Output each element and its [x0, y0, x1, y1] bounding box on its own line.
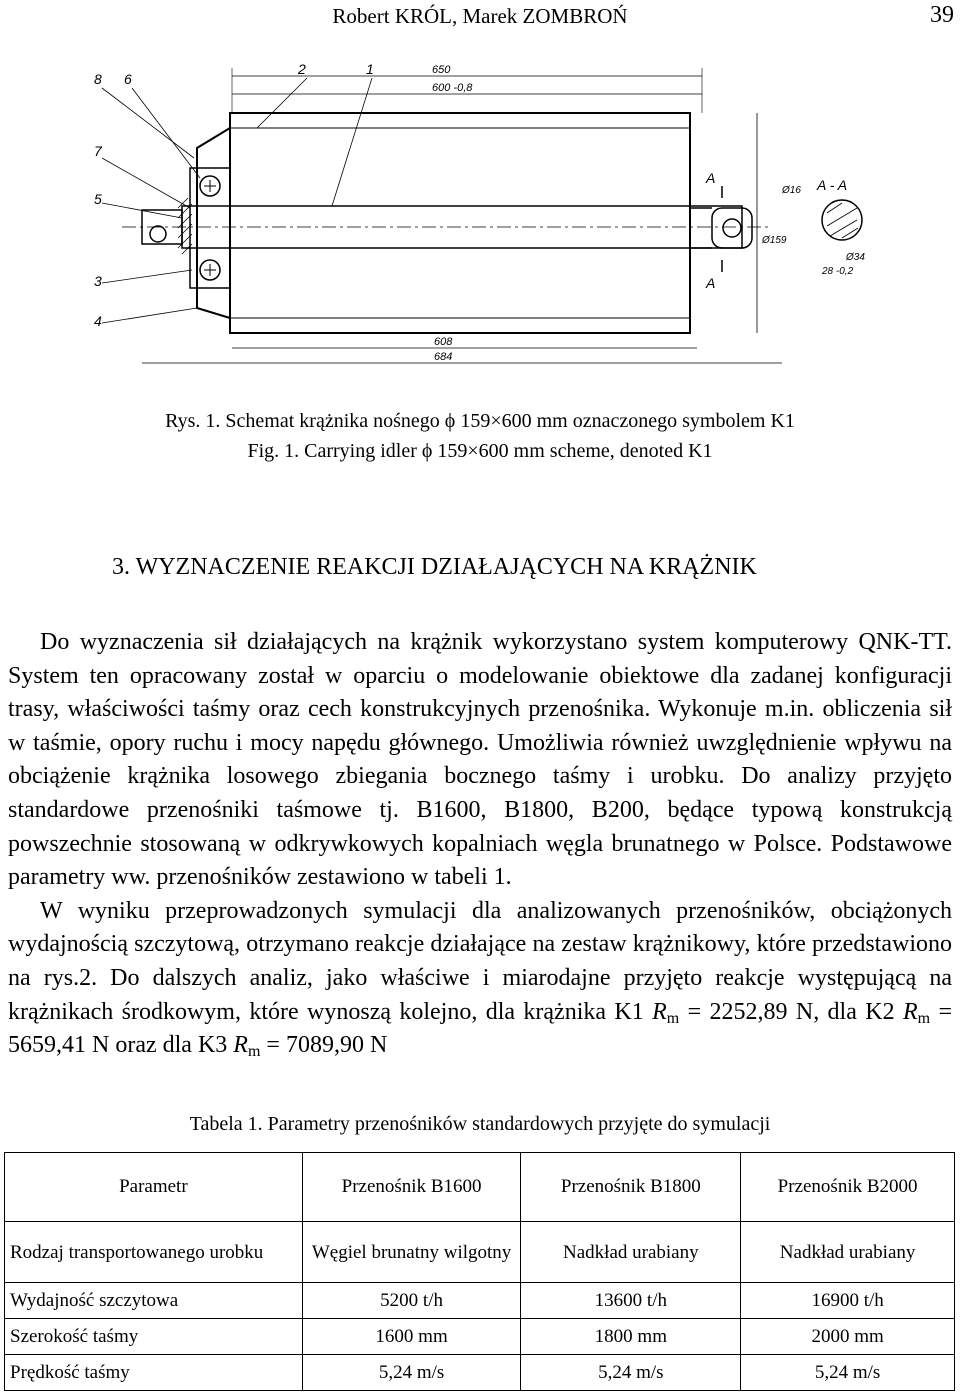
- table-row: [5, 1222, 955, 1283]
- part-label-8: 8: [94, 71, 102, 87]
- value-k1: = 2252,89 N, dla K2: [679, 998, 903, 1025]
- reaction-subscript-k1: m: [666, 1009, 680, 1027]
- table-cell: Szerokość taśmy: [5, 1319, 303, 1355]
- table-row: [5, 1283, 955, 1319]
- body-text: [8, 626, 952, 1063]
- part-label-2: 2: [298, 61, 306, 77]
- table-cell: 5200 t/h: [302, 1283, 521, 1319]
- section-a-a: [822, 200, 862, 240]
- paragraph-2: [8, 895, 952, 1063]
- paragraph-1: Do wyznaczenia sił działających na krążnik wykorzystano system komputerowy QNK-TT. System ten opracowany został w oparciu o modelowanie obiektowe dla zadanej konfiguracji trasy, właściwości taśmy oraz cech konstrukcyjnych przenośnika. Wykonuje m.in. obliczenia sił w taśmie, opory ruchu i mocy napędu głównego. Umożliwia również uwzględnienie wpływu na obciążenie krążnika losowego zbiegania bocznego taśmy i urobku. Do analizy przyjęto standardowe przenośniki taśmowe tj. B1600, B1800, B200, będące typową konstrukcją powszechnie stosowaną w odkrywkowych kopalniach węgla brunatnego w Polsce. Podstawowe parametry ww. przenośników zestawiono w tabeli 1.: [8, 629, 952, 891]
- left-shaft-hole: [150, 226, 166, 242]
- dim-dia16: Ø16: [782, 185, 801, 196]
- table-header-cell: Przenośnik B1600: [302, 1153, 521, 1222]
- section-title-a-a: A - A: [817, 177, 848, 193]
- figure-caption-polish: Rys. 1. Schemat krążnika nośnego ϕ 159×600 mm oznaczonego symbolem K1: [165, 410, 795, 432]
- dim-650: 650: [432, 64, 451, 76]
- table-row: [5, 1355, 955, 1391]
- table-cell: Prędkość taśmy: [5, 1355, 303, 1391]
- table-cell: 2000 mm: [741, 1319, 955, 1355]
- reaction-symbol-k3: R: [233, 1032, 248, 1059]
- idler-technical-drawing: [82, 58, 872, 388]
- table-cell: Węgiel brunatny wilgotny: [302, 1222, 521, 1283]
- idler-tube: [230, 113, 690, 333]
- section-mark-a-top: A: [706, 170, 716, 186]
- table-cell: Nadkład urabiany: [521, 1222, 741, 1283]
- reaction-symbol-k1: R: [652, 998, 667, 1025]
- dim-608: 608: [434, 336, 453, 348]
- table-cell: Nadkład urabiany: [741, 1222, 955, 1283]
- table-cell: 5,24 m/s: [741, 1355, 955, 1391]
- table-cell: 13600 t/h: [521, 1283, 741, 1319]
- part-label-3: 3: [94, 273, 102, 289]
- reaction-symbol-k2: R: [902, 998, 918, 1025]
- right-shaft-hole: [723, 219, 741, 237]
- part-label-5: 5: [94, 191, 102, 207]
- table-cell: 5,24 m/s: [302, 1355, 521, 1391]
- running-header-authors: Robert KRÓL, Marek ZOMBROŃ: [332, 4, 628, 28]
- table-header-cell: Parametr: [5, 1153, 303, 1222]
- table-cell: Wydajność szczytowa: [5, 1283, 303, 1319]
- table-header-cell: Przenośnik B1800: [521, 1153, 741, 1222]
- value-k3: = 7089,90 N: [260, 1032, 388, 1059]
- table-cell: 1600 mm: [302, 1319, 521, 1355]
- reaction-subscript-k2: m: [917, 1009, 931, 1027]
- dim-dia159: Ø159: [762, 235, 787, 246]
- table-row: [5, 1319, 955, 1355]
- table-header-cell: Przenośnik B2000: [741, 1153, 955, 1222]
- figure-caption-english: Fig. 1. Carrying idler ϕ 159×600 mm scheme, denoted K1: [247, 440, 713, 462]
- table-cell: 16900 t/h: [741, 1283, 955, 1319]
- dim-600: 600 -0,8: [432, 82, 473, 94]
- table-cell: 1800 mm: [521, 1319, 741, 1355]
- table-caption: Tabela 1. Parametry przenośników standardowych przyjęte do symulacji: [189, 1113, 771, 1135]
- reaction-subscript-k3: m: [247, 1043, 261, 1061]
- page-number: 39: [930, 2, 954, 28]
- section-mark-a-bottom: A: [706, 275, 716, 291]
- dim-dia34: Ø34: [846, 252, 865, 263]
- value-k2: = 5659,41 N oraz dla K3: [8, 998, 952, 1059]
- part-label-7: 7: [94, 143, 102, 159]
- table-header-row: [5, 1153, 955, 1222]
- part-label-6: 6: [124, 71, 132, 87]
- part-label-4: 4: [94, 313, 102, 329]
- table-cell: 5,24 m/s: [521, 1355, 741, 1391]
- section-heading: 3. WYZNACZENIE REAKCJI DZIAŁAJĄCYCH NA KRĄŻNIK: [112, 554, 757, 580]
- dim-28: 28 -0,2: [822, 266, 854, 277]
- dim-684: 684: [434, 351, 453, 363]
- paragraph-2-text: W wyniku przeprowadzonych symulacji dla analizowanych przenośników, obciążonych wydajnością szczytową, otrzymano reakcje działające na zestaw krążnikowy, które przedstawiono na rys.2. Do dalszych analiz, jako właściwe i miarodajne przyjęto reakcje występującą na krążnikach środkowym, które wynoszą kolejno, dla krążnika K1: [8, 897, 952, 1025]
- parameters-table: [4, 1152, 955, 1391]
- table-cell: Rodzaj transportowanego urobku: [5, 1222, 303, 1283]
- left-end-cap: [197, 128, 230, 318]
- part-label-1: 1: [366, 61, 374, 77]
